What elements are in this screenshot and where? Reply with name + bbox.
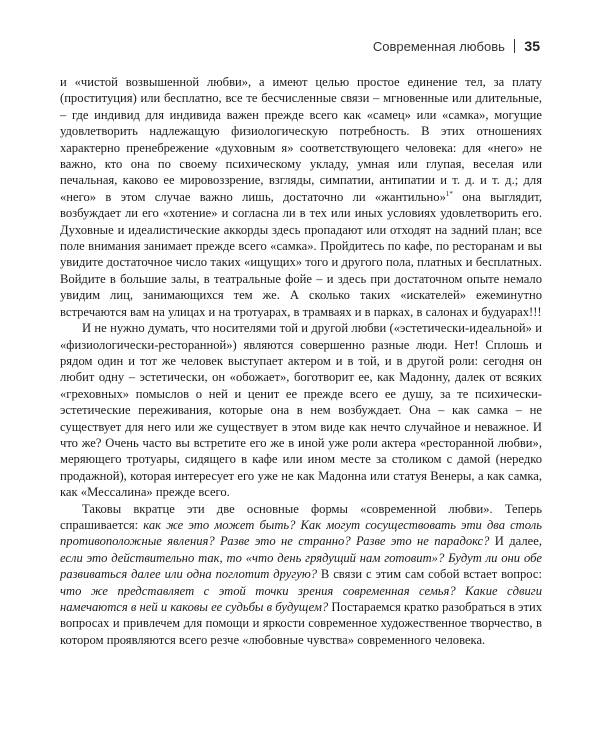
body-text [60, 74, 542, 648]
paragraph [60, 74, 542, 320]
paragraph [60, 501, 542, 649]
text-run: В связи с этим сам собой встает вопрос: [317, 567, 542, 582]
footnote-marker: 1* [445, 189, 453, 198]
text-run: и «чистой возвышенной любви», а имеют целью простое единение тел, за плату (проституция) или бесплатно, все те бесчисленные связи – мгновенные или длительные, – где индивид для индивида важен прежде всего как «самец» или «самка», могущие удовлетворить надлежащую физиологическую потребность. В этих отношениях характерно пренебрежение «духовным я» соответствующего человека: для «него» не важно, кто она по своему психическому укладу, умная или глупая, веселая или печальная, каково ее мировоззрение, взгляды, симпатии, антипатии и т. д. и т. д.; для «него» в этом случае важно лишь, достаточно ли «жантильно» [60, 75, 542, 204]
paragraph [60, 320, 542, 500]
text-run: Таковы вкратце эти две основные формы «современной любви». Теперь спрашивается: [60, 501, 542, 532]
text-run: она выглядит, возбуждает ли его «хотение» и согласна ли в тех или иных условиях удовлетворить его. Духовные и идеалистические аккорды здесь пропадают или отходят на задний план; все поле внимания занимает прежде всего «самка». Пройдитесь по кафе, по ресторанам и вы увидите достаточное число таких «ищущих» того и другого пола, платных и бесплатных. Войдите в большие залы, в театральные фойе – и здесь при достаточном опыте немало увидим лиц, занимающихся тем же. А сколько таких «искателей» ежеминутно встречаются вам на улицах и на тротуарах, в трамваях и в парках, в салонах и будуарах!!! [60, 189, 542, 319]
header-divider [514, 39, 516, 53]
italic-run: что же представляет с этой точки зрения современная семья? Какие сдвиги намечаются в ней и каковы ее судьбы в будущем? [60, 583, 542, 614]
running-header [373, 38, 540, 54]
text-run: Постараемся кратко разобраться в этих вопросах и привлечем для помощи и яркости современное художественное творчество, в котором проявляются всего резче «любовные чувства» современного человека. [60, 600, 542, 647]
text-run: И не нужно думать, что носителями той и другой любви («эстетически-идеальной» и «физиологически-ресторанной») являются совершенно разные люди. Нет! Сплошь и рядом один и тот же человек выступает актером и в той, и в другой роли: сегодня он любит одну – эстетически, он «обожает», боготворит ее, как Мадонну, далек от всяких «греховных» помыслов о ней и ценит ее прежде всего ее душу, за те психически-эстетические переживания, которые она в нем возбуждает. Она – как самка – не существует для него или же существует в этом виде как нечто случайное и неважное. И что же? Очень часто вы встретите его же в иной уже роли актера «ресторанной любви», меряющего тротуары, сидящего в кафе или ином месте за столиком с дамой (нередко продажной), которая интересует его уже не как Мадонна или статуя Венеры, а как самка, как «Мессалина» прежде всего. [60, 321, 542, 500]
text-run: И далее, [489, 534, 542, 549]
italic-run: если это действительно так, то «что день грядущий нам готовит»? Будут ли они обе развиваться далее или одна поглотит другую? [60, 550, 542, 582]
italic-run: как же это может быть? Как могут сосуществовать эти два столь противоположные явления? Разве это не странно? Разве это не парадокс? [60, 517, 542, 549]
page-number: 35 [524, 38, 540, 54]
running-title: Современная любовь [372, 38, 505, 54]
